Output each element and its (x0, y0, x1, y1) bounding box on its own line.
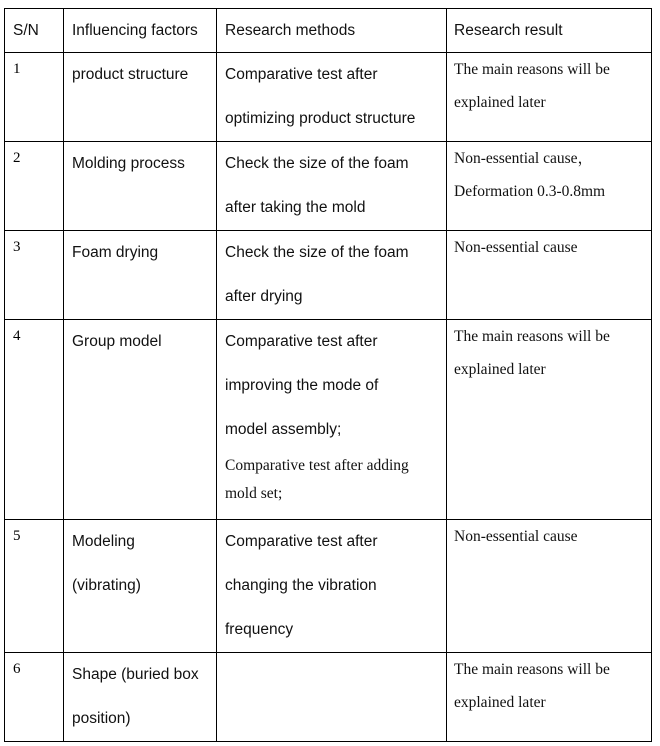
method-line: frequency (225, 621, 294, 638)
table-row (5, 142, 652, 231)
result-line: Non-essential cause (454, 528, 578, 545)
result-line: Non-essential cause， (454, 150, 594, 167)
method-line: Comparative test after (225, 66, 378, 83)
row-factor (64, 653, 217, 742)
table-row (5, 520, 652, 653)
table-row (5, 653, 652, 742)
factor-line: (vibrating) (72, 577, 141, 594)
factor-line: position) (72, 710, 131, 727)
method-line: Check the size of the foam (225, 244, 409, 261)
method-line: mold set; (225, 485, 283, 502)
header-research-methods: Research methods (217, 9, 447, 53)
result-line: The main reasons will be (454, 328, 610, 345)
header-research-result: Research result (447, 9, 652, 53)
row-sn: 4 (5, 320, 64, 520)
row-result (447, 520, 652, 653)
table-row (5, 53, 652, 142)
method-line: Comparative test after adding (225, 457, 409, 474)
row-factor (64, 142, 217, 231)
method-line: Check the size of the foam (225, 155, 409, 172)
row-method (217, 320, 447, 520)
row-result (447, 53, 652, 142)
method-line: improving the mode of (225, 377, 379, 394)
result-line: The main reasons will be (454, 61, 610, 78)
table-row (5, 320, 652, 520)
row-factor (64, 320, 217, 520)
row-sn: 3 (5, 231, 64, 320)
method-line: model assembly; (225, 421, 342, 438)
row-factor (64, 53, 217, 142)
method-line: Comparative test after (225, 533, 378, 550)
factor-line: Modeling (72, 533, 135, 550)
method-line: changing the vibration (225, 577, 377, 594)
row-method (217, 53, 447, 142)
header-row (5, 9, 652, 53)
factor-line: Foam drying (72, 244, 159, 261)
row-result (447, 142, 652, 231)
result-line: explained later (454, 94, 546, 111)
row-method (217, 653, 447, 742)
factor-line: Group model (72, 333, 162, 350)
result-line: The main reasons will be (454, 661, 610, 678)
result-line: Deformation 0.3-0.8mm (454, 183, 606, 200)
header-sn: S/N (5, 9, 64, 53)
row-sn: 5 (5, 520, 64, 653)
method-line: after drying (225, 288, 303, 305)
table-row (5, 231, 652, 320)
factor-line: Molding process (72, 155, 185, 172)
method-line: optimizing product structure (225, 110, 416, 127)
row-method (217, 142, 447, 231)
row-result (447, 231, 652, 320)
research-table (4, 8, 652, 742)
result-line: explained later (454, 361, 546, 378)
row-result (447, 653, 652, 742)
factor-line: Shape (buried box (72, 666, 199, 683)
row-method (217, 231, 447, 320)
method-line: Comparative test after (225, 333, 378, 350)
method-line: after taking the mold (225, 199, 366, 216)
factor-line: product structure (72, 66, 189, 83)
row-sn: 1 (5, 53, 64, 142)
row-method (217, 520, 447, 653)
result-line: Non-essential cause (454, 239, 578, 256)
result-line: explained later (454, 694, 546, 711)
row-sn: 6 (5, 653, 64, 742)
header-influencing-factors: Influencing factors (64, 9, 217, 53)
row-factor (64, 520, 217, 653)
row-sn: 2 (5, 142, 64, 231)
row-result (447, 320, 652, 520)
row-factor (64, 231, 217, 320)
